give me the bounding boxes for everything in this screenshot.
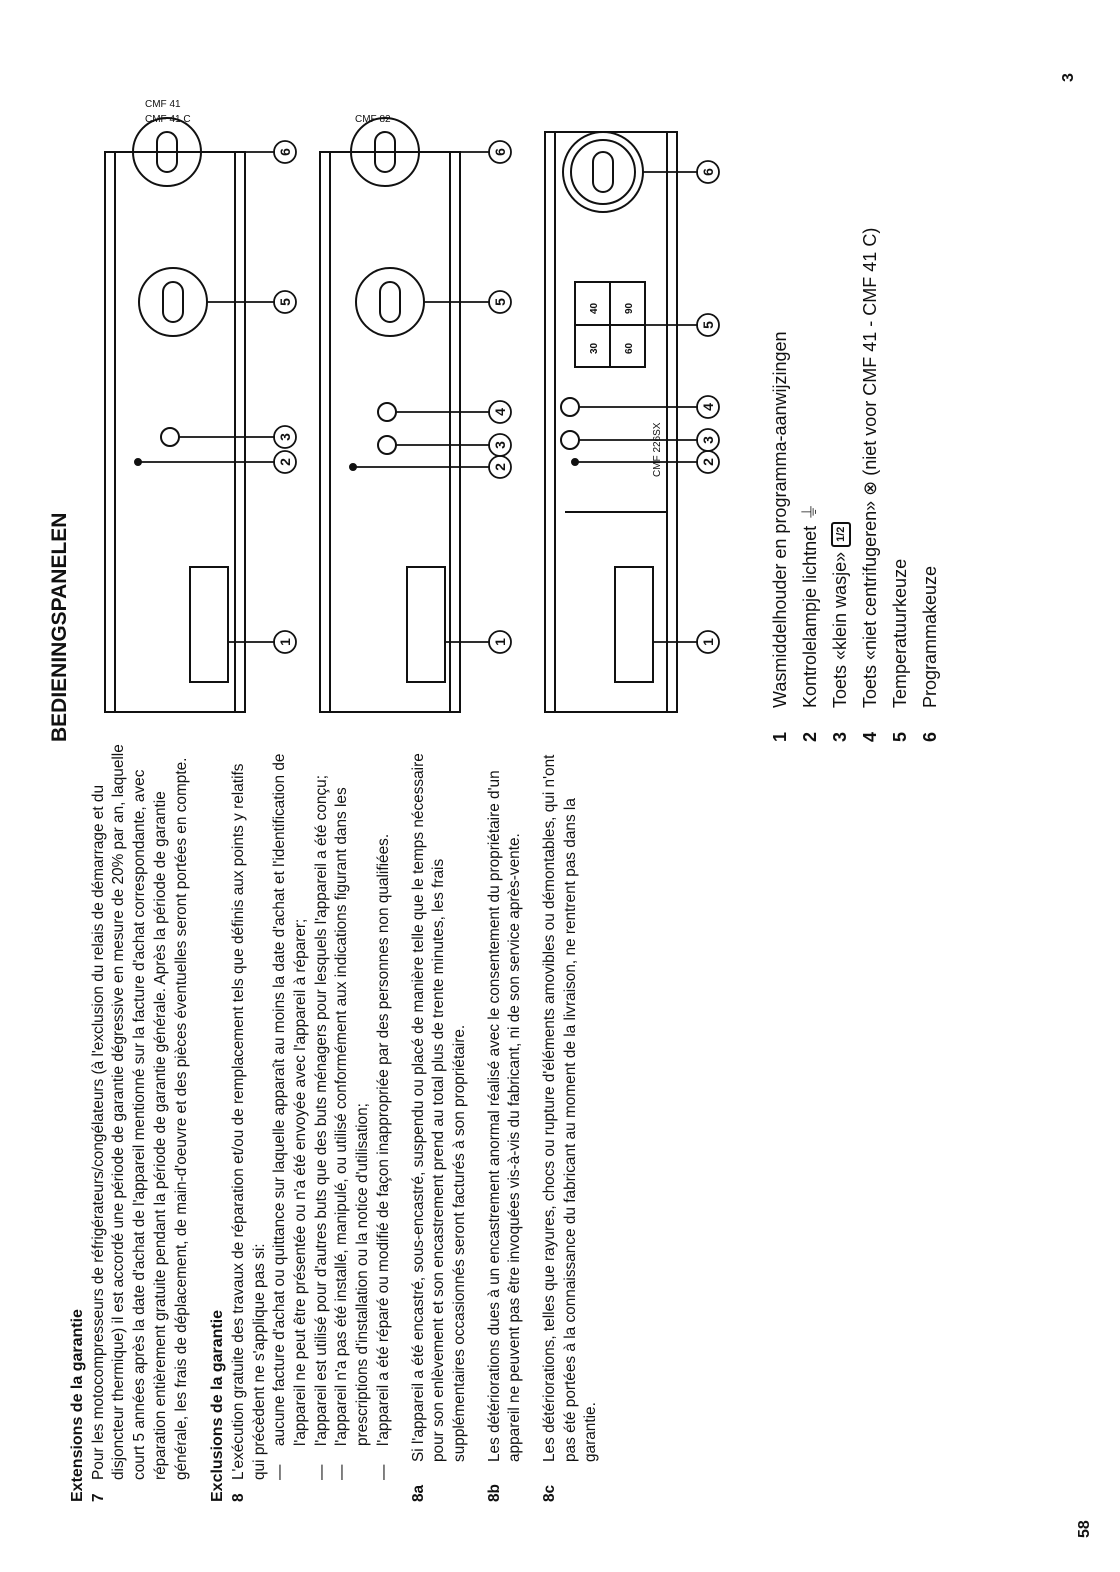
- callout-number: 3: [492, 441, 508, 449]
- paragraph-text: L'exécution gratuite des travaux de réparation et/ou de remplacement tels que définis aux points y relatifs qui précèdent ne s'applique pas si:: [229, 763, 268, 1480]
- callout-number: 5: [700, 321, 716, 329]
- exclusion-text: l'appareil a été réparé ou modifié de façon inappropriée par des personnes non qualifiées.: [374, 833, 392, 1446]
- model-label: CMF 82: [355, 114, 391, 125]
- dash-bullet: —: [374, 1464, 392, 1480]
- temp-button-label: 40: [589, 302, 600, 314]
- callout-number: 6: [492, 148, 508, 156]
- legend-item: [795, 228, 825, 742]
- heading-extensions: Extensions de la garantie: [69, 1309, 86, 1502]
- legend-suffix: (niet voor CMF 41 - CMF 41 C): [860, 227, 880, 476]
- half-load-badge: 1/2: [831, 522, 851, 547]
- callout-number: 1: [700, 638, 716, 646]
- page-number-left: 58: [1076, 1520, 1093, 1538]
- paragraph-text: Pour les motocompresseurs de réfrigérateurs/congélateurs (à l'exclusion du relais de démarrage et du disjoncteur thermique) il est accordé une période de garantie dégressive en mesure de 20% par an, laquelle court 5 années après la date d'achat de l'appareil mentionné sur la facture d'achat correspondante, avec réparation entièrement gratuite pendant la période de garantie générale. Après la période de garantie générale, les frais de déplacement, de main-d'oeuvre et des pièces éventuelles seront portées en compte.: [89, 744, 190, 1480]
- legend-number: 2: [800, 731, 820, 742]
- callout-number: 3: [700, 436, 716, 444]
- paragraph-number: 7: [89, 1493, 107, 1502]
- callout-number: 2: [277, 458, 293, 466]
- control-panels-diagram: [95, 99, 735, 732]
- model-label: CMF 41 C: [145, 114, 191, 125]
- legend-number: 6: [920, 731, 940, 742]
- model-label: CMF 226SX: [652, 422, 663, 477]
- exclusion-item: [270, 742, 311, 1502]
- dash-bullet: —: [271, 1464, 289, 1480]
- legend-number: 3: [830, 731, 850, 742]
- legend-number: 5: [890, 731, 910, 742]
- legend-text: Toets «klein wasje»: [830, 551, 850, 708]
- legend-item: [915, 228, 945, 742]
- guarantee-text-column: [68, 742, 602, 1502]
- callout-number: 2: [700, 458, 716, 466]
- dash-bullet: —: [312, 1464, 330, 1480]
- paragraph-text: Les détériorations, telles que rayures, chocs ou rupture d'éléments amovibles ou démontables, qui n'ont pas été portées à la connaissance du fabricant au moment de la livraison, ne rentrent pas dans la garantie.: [541, 754, 600, 1462]
- callout-number: 5: [277, 298, 293, 306]
- paragraph-8a: [409, 742, 471, 1502]
- exclusion-item: [374, 742, 395, 1502]
- paragraph-number: 8a: [409, 1484, 427, 1502]
- legend-text: Programmakeuze: [920, 565, 940, 708]
- legend-item: [825, 228, 855, 742]
- model-label: CMF 41: [145, 99, 181, 110]
- no-spin-icon: ⊗: [860, 480, 880, 496]
- callout-number: 2: [492, 463, 508, 471]
- paragraph-7: [89, 742, 193, 1502]
- callout-number: 5: [492, 298, 508, 306]
- legend-text: Kontrolelampje lichtnet: [800, 525, 820, 708]
- callout-number: 6: [700, 168, 716, 176]
- callout-number: 3: [277, 433, 293, 441]
- legend-number: 4: [860, 731, 880, 742]
- panel-cmf41: [105, 118, 245, 712]
- exclusion-text: l'appareil n'a pas été installé, manipulé, ou utilisé conformément aux indications figurant dans les prescriptions d'installation ou la notice d'utilisation;: [333, 787, 372, 1446]
- callout-number: 1: [277, 638, 293, 646]
- paragraph-8: [229, 742, 270, 1502]
- exclusion-text: l'appareil est utilisé pour d'autres buts que des buts ménagers pour lesquels l'appareil a été conçu;: [312, 774, 330, 1446]
- legend-item: [885, 228, 915, 742]
- page-title: BEDIENINGSPANELEN: [48, 512, 71, 742]
- legend-number: 1: [770, 731, 790, 742]
- paragraph-number: 8c: [541, 1484, 559, 1502]
- exclusion-text: aucune facture d'achat ou quittance sur laquelle apparaît au moins la date d'achat et l'identification de l'appareil ne peut être présentée ou n'a été envoyée avec l'appareil à réparer;: [271, 753, 310, 1446]
- panel-cmf82: [320, 118, 460, 712]
- callout-number: 4: [492, 408, 508, 416]
- paragraph-8c: [540, 742, 602, 1502]
- callout-number: 6: [277, 148, 293, 156]
- paragraph-number: 8: [229, 1493, 247, 1502]
- legend-text: Wasmiddelhouder en programma-aanwijzingen: [770, 331, 790, 708]
- legend-text: Toets «niet centrifugeren»: [860, 500, 880, 708]
- callout-number: 1: [492, 638, 508, 646]
- paragraph-8b: [485, 742, 526, 1502]
- plug-icon: ⏚: [800, 502, 820, 521]
- exclusion-item: [332, 742, 373, 1502]
- paragraph-number: 8b: [485, 1484, 503, 1502]
- legend-item: [855, 228, 885, 742]
- callout-number: 4: [700, 403, 716, 411]
- paragraph-text: Les détériorations dues à un encastrement anormal réalisé avec le consentement du propriétaire d'un appareil ne peuvent pas être invoquées vis-à-vis du fabricant, ni de son service après-vente.: [485, 770, 524, 1462]
- page-number-right: 3: [1060, 73, 1077, 82]
- temp-button-label: 30: [589, 342, 600, 354]
- paragraph-text: Si l'appareil a été encastré, sous-encastré, suspendu ou placé de manière telle que le temps nécessaire pour son enlèvement et son encastrement prend au total plus de trente minutes, les frais supplémentaires occasionnés seront facturés à son propriétaire.: [409, 753, 468, 1462]
- legend-text: Temperatuurkeuze: [890, 558, 910, 708]
- temp-button-label: 60: [624, 342, 635, 354]
- dash-bullet: —: [333, 1464, 351, 1480]
- exclusion-item: [312, 742, 333, 1502]
- legend-item: [765, 228, 795, 742]
- heading-exclusions: Exclusions de la garantie: [209, 1309, 227, 1502]
- temp-button-label: 90: [624, 302, 635, 314]
- legend-list: [765, 228, 945, 742]
